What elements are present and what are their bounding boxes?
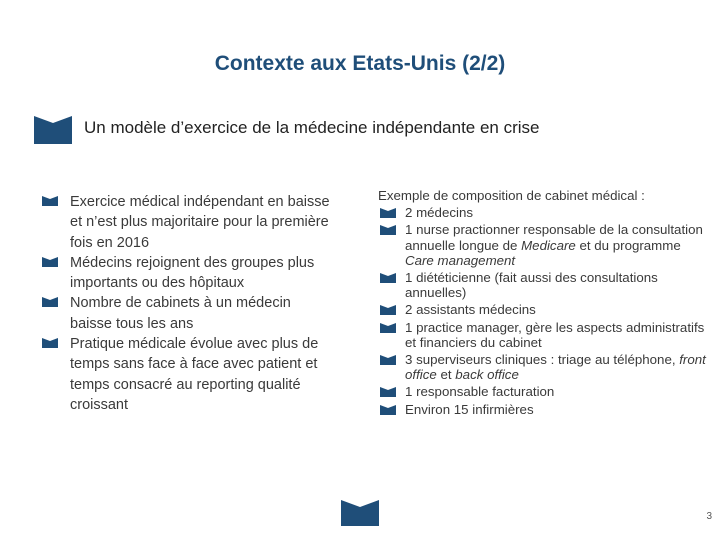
list-item [378, 270, 708, 300]
chevron-bullet-icon [42, 196, 58, 206]
chevron-bullet-icon [380, 405, 396, 415]
chevron-bullet-icon [380, 323, 396, 333]
chevron-bullet-icon [42, 257, 58, 267]
list-item-text: Exercice médical indépendant en baisse et n’est plus majoritaire pour la première fois en 2016 [70, 194, 330, 251]
list-item [378, 402, 708, 417]
list-item-text: et [436, 367, 456, 383]
list-item [378, 320, 708, 350]
list-item-emphasis: Care management [405, 252, 516, 268]
list-item-text: 1 responsable facturation [405, 384, 555, 400]
chevron-bullet-icon [380, 305, 396, 315]
slide-subtitle: Un modèle d’exercice de la médecine indépendante en crise [84, 118, 540, 137]
list-item [378, 352, 708, 382]
list-item [378, 384, 708, 399]
chevron-bullet-icon [380, 273, 396, 283]
list-item-text: 2 assistants médecins [405, 302, 536, 318]
list-item-text: 1 diététicienne (fait aussi des consultations annuelles) [405, 270, 658, 301]
list-item-text: 2 médecins [405, 205, 473, 221]
list-item-text: et du programme [575, 237, 681, 253]
list-item [42, 334, 332, 415]
list-item-text: Nombre de cabinets à un médecin baisse tous les ans [70, 295, 291, 332]
list-item-emphasis: back office [455, 367, 519, 383]
chevron-bullet-icon [42, 297, 58, 307]
list-item-text: Environ 15 infirmières [405, 401, 534, 417]
slide-title: Contexte aux Etats-Unis (2/2) [214, 52, 506, 75]
chevron-bullet-icon [380, 355, 396, 365]
list-item-text: Médecins rejoignent des groupes plus importants ou des hôpitaux [70, 254, 315, 292]
chevron-bullet-icon [380, 387, 396, 397]
chevron-banner-icon [34, 116, 72, 144]
list-item-text: 1 practice manager, gère les aspects administratifs et financiers du cabinet [405, 319, 705, 350]
chevron-bullet-icon [380, 208, 396, 218]
chevron-bullet-icon [42, 338, 58, 348]
right-bullet-list [378, 188, 708, 419]
list-intro: Exemple de composition de cabinet médical : [378, 188, 645, 203]
footer-logo-icon [341, 500, 379, 526]
left-bullet-list [42, 192, 332, 415]
list-item [378, 205, 708, 220]
list-item-emphasis: Medicare [521, 237, 576, 253]
chevron-bullet-icon [380, 225, 396, 235]
page-number: 3 [706, 511, 712, 522]
list-item-emphasis: front office [405, 352, 706, 383]
list-item [42, 192, 332, 253]
list-item [378, 222, 708, 268]
list-item-text: Pratique médicale évolue avec plus de temps sans face à face avec patient et temps consacré au reporting qualité croissant [70, 336, 319, 413]
list-item [42, 253, 332, 294]
list-item [42, 293, 332, 334]
list-item-text: 1 nurse practionner responsable de la consultation annuelle longue de [405, 222, 703, 253]
list-item [378, 302, 708, 317]
list-item-text: 3 superviseurs cliniques : triage au téléphone, [405, 352, 680, 368]
